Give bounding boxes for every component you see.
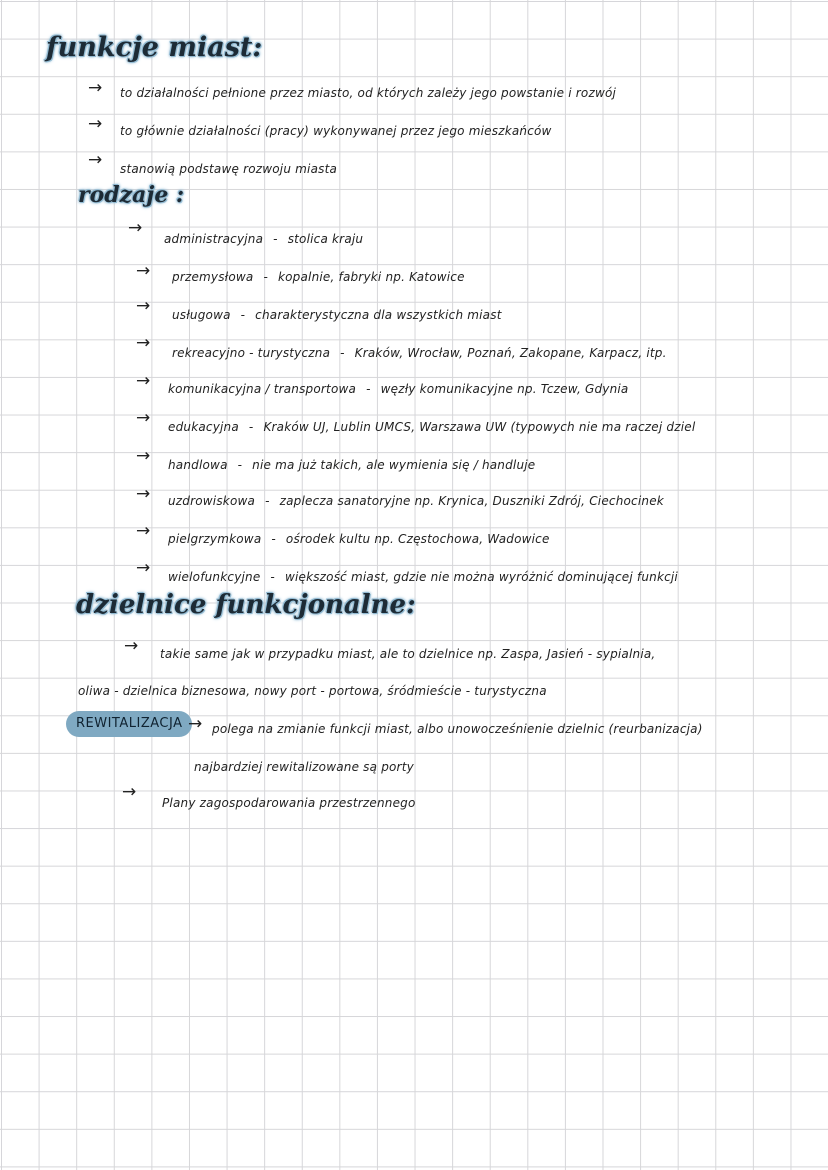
arrow-icon: →: [128, 218, 143, 238]
type-item: usługowa - charakterystyczna dla wszystkich miast: [172, 308, 502, 322]
arrow-icon: →: [136, 371, 151, 391]
arrow-icon: →: [136, 446, 151, 466]
arrow-icon: →: [136, 408, 151, 428]
intro-line-2: to głównie działalności (pracy) wykonywanej przez jego mieszkańców: [120, 124, 552, 138]
arrow-icon: →: [136, 558, 151, 578]
arrow-icon: →: [88, 150, 103, 170]
arrow-icon: →: [124, 636, 139, 656]
arrow-icon: →: [136, 261, 151, 281]
type-item: wielofunkcyjne - większość miast, gdzie nie można wyróżnić dominującej funkcji: [168, 570, 678, 584]
arrow-icon: →: [136, 521, 151, 541]
revitalization-line-1: polega na zmianie funkcji miast, albo unowocześnienie dzielnic (reurbanizacja): [212, 722, 703, 736]
intro-line-3: stanowią podstawę rozwoju miasta: [120, 162, 338, 176]
arrow-icon: →: [136, 484, 151, 504]
revitalization-badge: REWITALIZACJA: [66, 711, 192, 737]
arrow-icon: →: [188, 714, 203, 734]
arrow-icon: →: [88, 78, 103, 98]
arrow-icon: →: [136, 296, 151, 316]
arrow-icon: →: [88, 114, 103, 134]
type-item: przemysłowa - kopalnie, fabryki np. Katowice: [172, 270, 465, 284]
section-heading-types: rodzaje :: [78, 182, 185, 208]
page-title: funkcje miast:: [46, 32, 263, 63]
type-item: handlowa - nie ma już takich, ale wymienia się / handluje: [168, 458, 536, 472]
revitalization-line-2: najbardziej rewitalizowane są porty: [194, 760, 414, 774]
districts-line-2: oliwa - dzielnica biznesowa, nowy port - portowa, śródmieście - turystyczna: [78, 684, 547, 698]
arrow-icon: →: [122, 782, 137, 802]
type-item: uzdrowiskowa - zaplecza sanatoryjne np. Krynica, Duszniki Zdrój, Ciechocinek: [168, 494, 664, 508]
type-item: komunikacyjna / transportowa - węzły komunikacyjne np. Tczew, Gdynia: [168, 382, 629, 396]
arrow-icon: →: [136, 333, 151, 353]
districts-line-1: takie same jak w przypadku miast, ale to dzielnice np. Zaspa, Jasień - sypialnia,: [160, 647, 656, 661]
type-item: administracyjna - stolica kraju: [164, 232, 364, 246]
intro-line-1: to działalności pełnione przez miasto, od których zależy jego powstanie i rozwój: [120, 86, 617, 100]
type-item: rekreacyjno - turystyczna - Kraków, Wrocław, Poznań, Zakopane, Karpacz, itp.: [172, 346, 667, 360]
type-item: edukacyjna - Kraków UJ, Lublin UMCS, Warszawa UW (typowych nie ma raczej dziel: [168, 420, 696, 434]
plans-line: Plany zagospodarowania przestrzennego: [162, 796, 416, 810]
section-heading-districts: dzielnice funkcjonalne:: [76, 590, 416, 620]
type-item: pielgrzymkowa - ośrodek kultu np. Częstochowa, Wadowice: [168, 532, 550, 546]
